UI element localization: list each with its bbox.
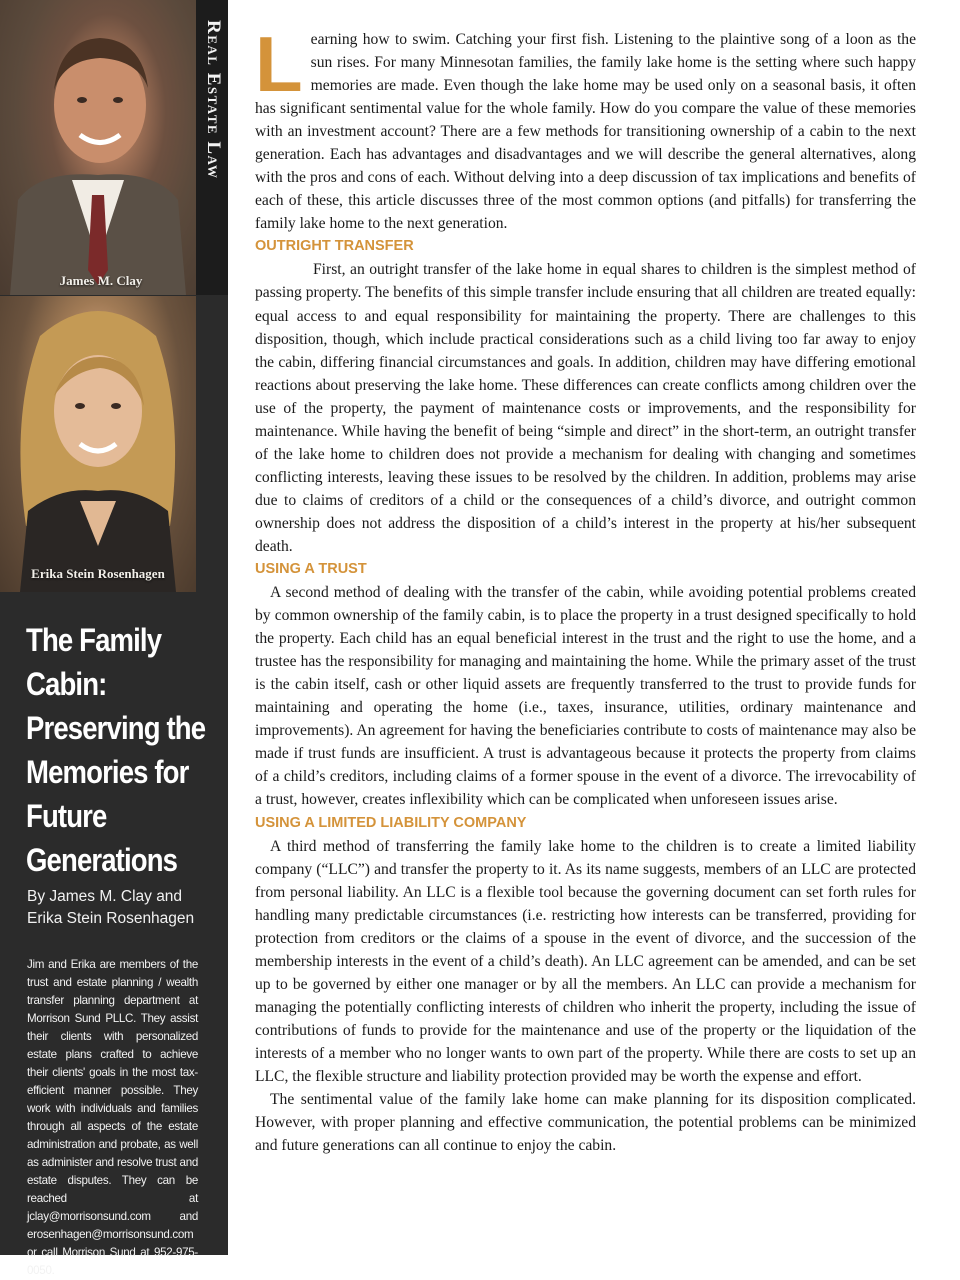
drop-cap: L bbox=[255, 20, 303, 108]
author-photo-erika-rosenhagen bbox=[0, 296, 196, 592]
author-bio: Jim and Erika are members of the trust and estate planning / wealth transfer planning department at Morrison Sund PLLC. They assist their clients with personalized estate plans crafted to achieve their clients' goals in the most tax-efficient manner possible. They work with individuals and families through all aspects of the estate administration and probate, as well as administer and resolve trust and estate disputes. They can be reached at jclay@morrisonsund.com and erosenhagen@morrisonsund.com or call Morrison Sund at 952-975-0050. bbox=[27, 958, 198, 1277]
section-label: Real Estate Law bbox=[203, 20, 224, 180]
intro-text: earning how to swim. Catching your first fish. Listening to the plaintive song of a loon as the sun rises. For many Minnesotan families, the family lake home is the setting where such happy memories are made. Even though the lake home may be used only on a seasonal basis, it often has significant sentimental value for the whole family. How do you compare the value of these memories with an investment account? There are a few methods for transitioning ownership of a cabin to the next generation. Each has advantages and disadvantages and we will describe the general alternatives, along with the pros and cons of each. Without delving into a deep discussion of tax implications and benefits of each of these, this article discusses three of the most common options (and pitfalls) for transferring the family lake home to the next generation. bbox=[255, 31, 916, 233]
intro-paragraph bbox=[255, 20, 916, 235]
sidebar bbox=[0, 0, 228, 1277]
heading-outright-transfer: OUTRIGHT TRANSFER bbox=[255, 238, 414, 255]
heading-using-an-llc: USING A LIMITED LIABILITY COMPANY bbox=[255, 814, 527, 831]
caption-james-clay: James M. Clay bbox=[59, 273, 143, 288]
paragraph-using-an-llc: A third method of transferring the family lake home to the children is to create a limited liability company (“LLC”) and transfer the property to it. As its name suggests, members of an LLC are protected from personal liability. An LLC is a flexible tool because the governing document can set forth rules for handling many predictable circumstances (i.e. restricting how interests can be transferred, providing for protection from creditors or the claims of a spouse in the event of divorce, and the succession of the membership interests in the event of a child’s death). An LLC agreement can be amended, and can be set up to be governed by either one manager or by all the members. An LLC can provide a mechanism for managing the potentially conflicting interests of children who inherit the property, including the issue of contributions of funds to provide for the maintenance and use of the property or the liquidation of the interests of a member who no longer wants to own part of the property. While there are costs to set up an LLC, the flexible structure and liability protection provided may be worth the expense and effort. bbox=[255, 837, 916, 1085]
paragraph-using-a-trust: A second method of dealing with the transfer of the cabin, while avoiding potential problems created by common ownership of the family cabin, is to place the property in a trust designed specifically to hold the property. Each child has an equal beneficial interest in the trust and the right to use the home, and a trustee has the responsibility for managing and maintaining the home. While the primary asset of the trust is the cabin itself, cash or other liquid assets are frequently transferred to the trust to provide funds for maintaining and operating the home (i.e., taxes, insurance, utilities, ordinary maintenance and improvements). An agreement for having the beneficiaries contribute to costs of maintenance may also be made if trust funds are insufficient. A trust is advantageous because it protects the property from claims of a child’s creditors, including claims of a former spouse in the event of a divorce. The irrevocability of a trust, however, creates inflexibility which can be complicated when unforeseen issues arise. bbox=[255, 584, 916, 809]
author-photo-james-clay bbox=[0, 0, 196, 295]
article-body bbox=[255, 20, 916, 1157]
byline-line-1: By James M. Clay and bbox=[27, 888, 183, 905]
caption-erika-rosenhagen: Erika Stein Rosenhagen bbox=[31, 566, 165, 581]
article-title: The Family Cabin: Preserving the Memories for Future Generations bbox=[26, 622, 206, 878]
closing-paragraph: The sentimental value of the family lake home can make planning for its disposition complicated. However, with proper planning and effective communication, the potential problems can be minimized and future generations can all continue to enjoy the cabin. bbox=[255, 1091, 916, 1155]
portrait-illustration-2 bbox=[0, 296, 196, 592]
heading-using-a-trust: USING A TRUST bbox=[255, 561, 367, 578]
byline-line-2: Erika Stein Rosenhagen bbox=[27, 910, 195, 927]
section-label-bar bbox=[196, 0, 228, 295]
paragraph-outright-transfer: First, an outright transfer of the lake home in equal shares to children is the simplest method of passing property. The benefits of this simple transfer include ensuring that all children are treated equally: equal access to and equal responsibility for maintaining the property. There are challenges to this disposition, though, which include practical considerations such as a child living too far away to enjoy the cabin, differing financial circumstances and goals. In addition, children may have differing emotional reactions about preserving the lake home. These differences can create conflicts among children over the use of the property, the payment of maintenance costs or improvements, and the responsibility for maintenance. While having the benefit of being “simple and direct” in the short-term, an outright transfer of the lake home to children does not provide a mechanism for dealing with changing and sometimes conflicting interests, leaving these issues to be resolved by the children. In addition, problems may arise due to claims of creditors of a child or the consequences of a child’s divorce, and outright common ownership does not address the disposition of a child’s interest in the property at his/her subsequent death. bbox=[255, 261, 916, 555]
portrait-illustration-1 bbox=[0, 0, 196, 295]
byline bbox=[27, 886, 217, 930]
